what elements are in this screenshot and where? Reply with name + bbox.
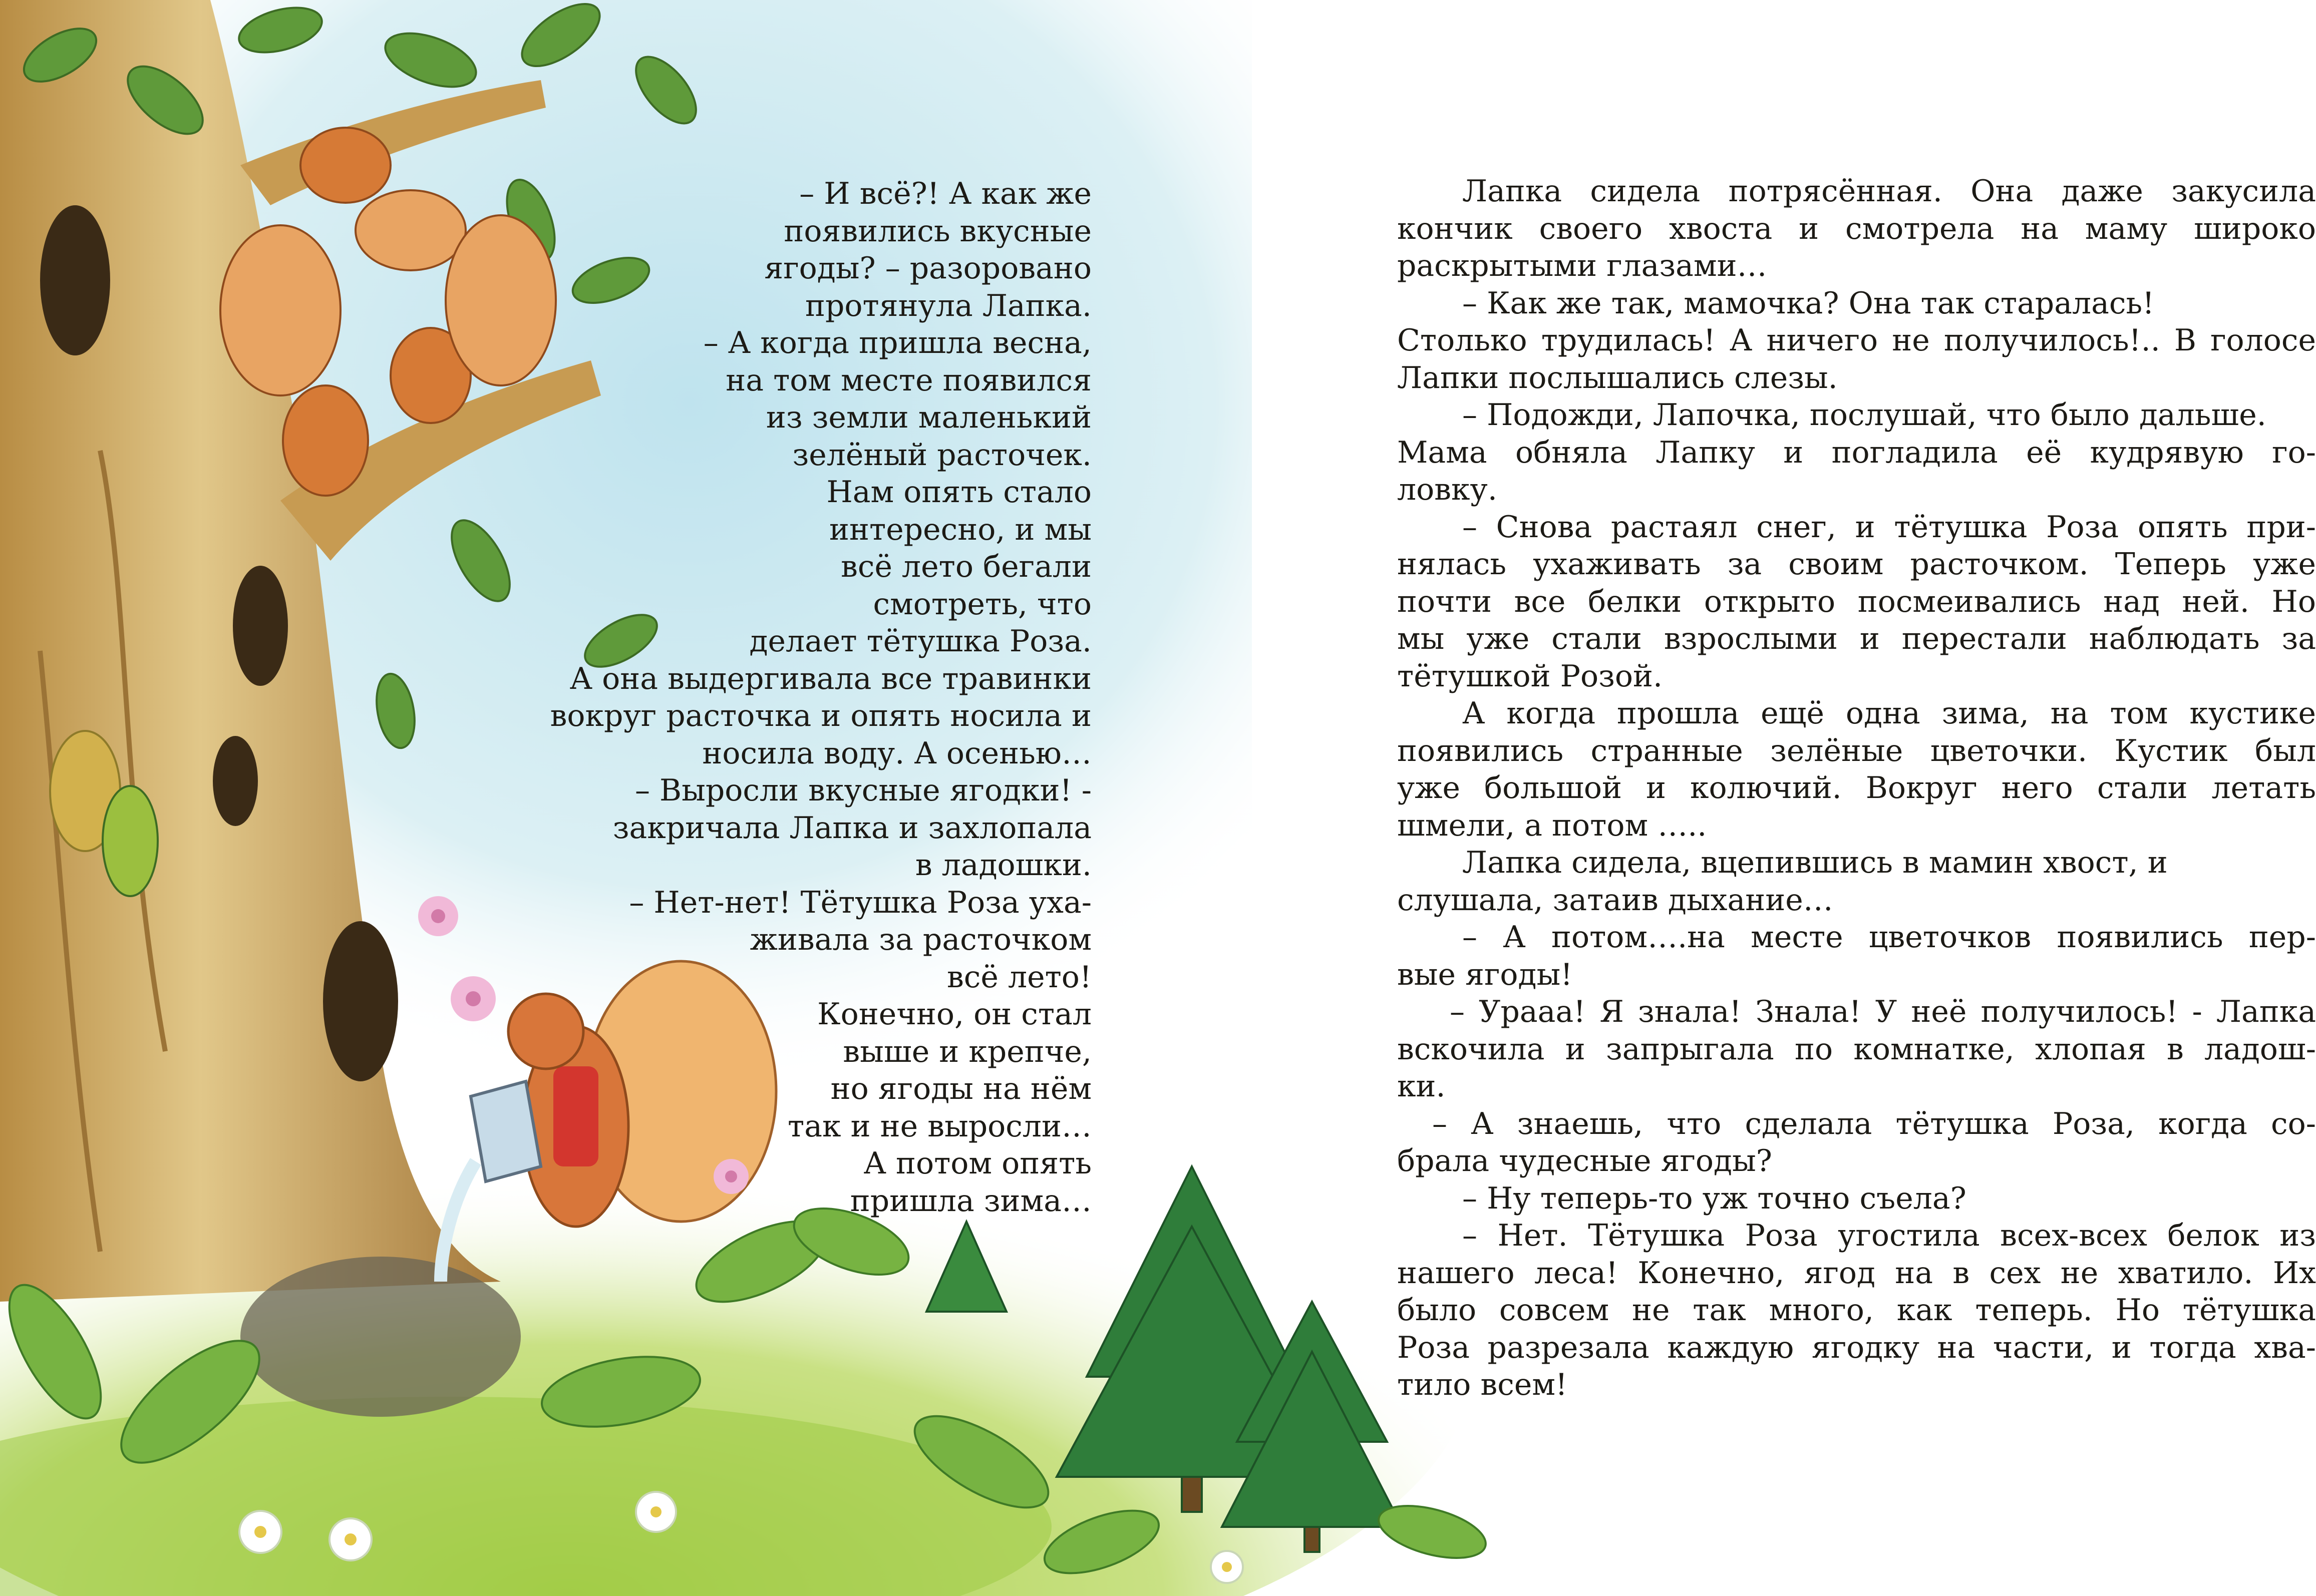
text-line: вокруг расточка и опять носила и <box>550 698 1092 733</box>
text-line: – Снова растаял снег, и тётушка Роза опять при- <box>1462 509 2316 545</box>
text-line: на том месте появился <box>726 362 1092 398</box>
text-line: Конечно, он стал <box>817 997 1092 1032</box>
text-line: было совсем не так много, как теперь. Но тётушка <box>1397 1293 2316 1328</box>
text-line: – Нет. Тётушка Роза угостила всех-всех белок из <box>1462 1218 2316 1253</box>
text-line: – А когда пришла весна, <box>703 325 1092 360</box>
text-line: шмели, а потом ….. <box>1397 808 1707 843</box>
text-line: Роза разрезала каждую ягодку на части, и тогда хва- <box>1397 1330 2316 1365</box>
text-line: А потом опять <box>863 1146 1092 1181</box>
text-line: появились странные зелёные цветочки. Кустик был <box>1397 733 2316 768</box>
text-line: Мама обняла Лапку и погладила её кудрявую го- <box>1397 435 2316 470</box>
text-line: – Нет-нет! Тётушка Роза уха- <box>629 885 1092 920</box>
text-line: – А знаешь, что сделала тётушка Роза, когда со- <box>1432 1106 2316 1141</box>
text-line: нашего леса! Конечно, ягод на в сех не хватило. Их <box>1397 1255 2316 1291</box>
text-line: – Урааа! Я знала! Знала! У неё получилось! - Лапка <box>1450 994 2316 1029</box>
text-line: – А потом….на месте цветочков появились пер- <box>1462 920 2316 955</box>
text-line: смотреть, что <box>873 586 1092 622</box>
text-line: раскрытыми глазами… <box>1397 248 1767 283</box>
text-line: почти все белки открыто посмеивались над ней. Но <box>1397 584 2316 619</box>
text-line: ки. <box>1397 1069 1446 1104</box>
text-line: – Ну теперь-то уж точно съела? <box>1462 1180 1966 1216</box>
text-line: А она выдергивала все травинки <box>569 661 1092 696</box>
text-line: нялась ухаживать за своим расточком. Теперь уже <box>1397 547 2316 582</box>
text-line: – И всё?! А как же <box>799 176 1092 211</box>
text-line: мы уже стали взрослыми и перестали наблюдать за <box>1397 621 2316 656</box>
text-line: закричала Лапка и захлопала <box>612 810 1092 846</box>
text-line: протянула Лапка. <box>805 288 1092 323</box>
text-line: вскочила и запрыгала по комнатке, хлопая в ладош- <box>1397 1031 2316 1067</box>
text-line: ловку. <box>1397 472 1497 507</box>
text-line: в ладошки. <box>915 848 1092 883</box>
text-line: Лапки послышались слезы. <box>1397 360 1838 395</box>
text-line: Нам опять стало <box>826 475 1092 510</box>
text-line: но ягоды на нём <box>830 1071 1092 1106</box>
text-line: живала за расточком <box>750 922 1092 957</box>
text-line: кончик своего хвоста и смотрела на маму широко <box>1397 211 2316 246</box>
text-line: интересно, и мы <box>829 512 1092 547</box>
text-line: делает тётушка Роза. <box>749 624 1092 659</box>
text-line: слушала, затаив дыхание… <box>1397 882 1833 918</box>
text-line: так и не выросли… <box>788 1108 1092 1144</box>
text-line: пришла зима… <box>850 1183 1092 1219</box>
text-line: всё лето! <box>946 959 1092 995</box>
text-line: Лапка сидела потрясённая. Она даже закусила <box>1462 174 2316 209</box>
text-line: носила воду. А осенью… <box>702 735 1092 771</box>
right-page-text <box>1397 173 2316 1404</box>
text-line: зелёный расточек. <box>792 437 1092 473</box>
text-line: А когда прошла ещё одна зима, на том кустике <box>1462 696 2316 731</box>
text-line: – Как же так, мамочка? Она так старалась! <box>1462 285 2155 321</box>
text-line: – Подожди, Лапочка, послушай, что было дальше. <box>1462 397 2266 433</box>
text-line: выше и крепче, <box>843 1034 1092 1069</box>
text-line: Столько трудилась! А ничего не получилось!.. В голосе <box>1397 323 2316 358</box>
text-line: ягоды? – разоровано <box>764 251 1092 286</box>
text-line: брала чудесные ягоды? <box>1397 1143 1772 1178</box>
text-line: из земли маленький <box>766 400 1092 435</box>
text-line: появились вкусные <box>784 213 1092 249</box>
text-line: тётушкой Розой. <box>1397 658 1663 694</box>
text-line: уже большой и колючий. Вокруг него стали летать <box>1397 770 2316 806</box>
text-line: тило всем! <box>1397 1367 1568 1402</box>
text-line: Лапка сидела, вцепившись в мамин хвост, и <box>1462 845 2168 880</box>
text-line: – Выросли вкусные ягодки! - <box>634 773 1092 808</box>
text-line: всё лето бегали <box>841 549 1092 584</box>
text-line: вые ягоды! <box>1397 957 1573 992</box>
left-page-text <box>441 175 1092 1220</box>
